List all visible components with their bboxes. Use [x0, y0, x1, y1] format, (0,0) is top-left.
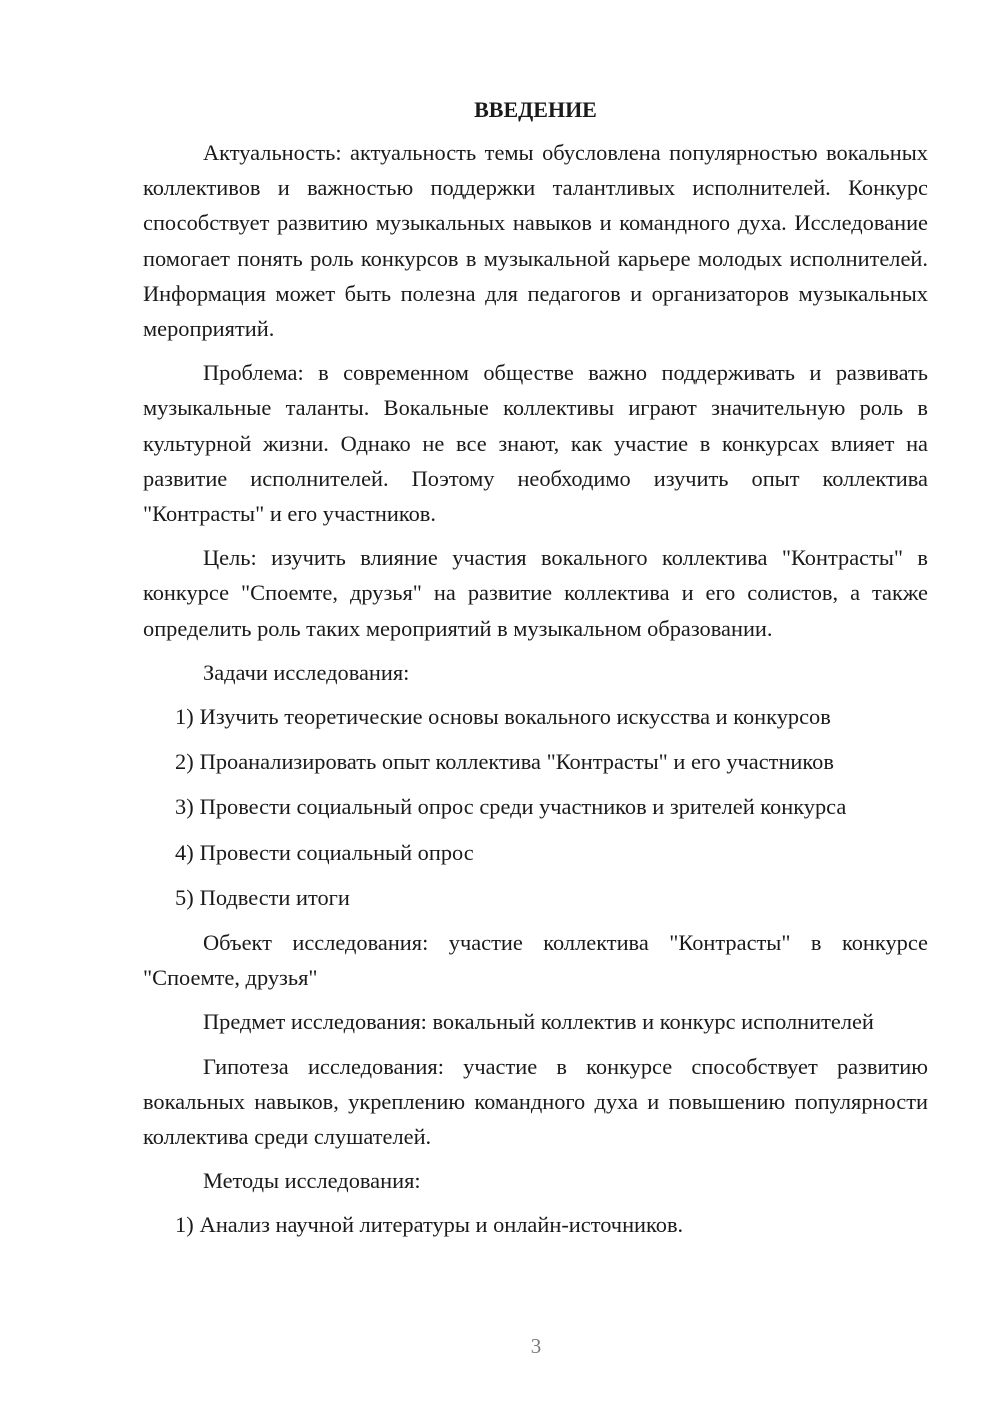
list-item-text: Провести социальный опрос среди участников и зрителей конкурса	[199, 794, 847, 820]
list-item-number: 4)	[175, 839, 194, 865]
list-item	[143, 1207, 928, 1242]
object-paragraph: Объект исследования: участие коллектива "Контрасты" в конкурсе "Споемте, друзья"	[143, 930, 928, 991]
list-item-text: Проанализировать опыт коллектива "Контрасты" и его участников	[199, 749, 834, 775]
list-item-text: Подвести итоги	[199, 884, 350, 910]
list-item-text: Изучить теоретические основы вокального искусства и конкурсов	[199, 704, 831, 730]
goal-paragraph: Цель: изучить влияние участия вокального коллектива "Контрасты" в конкурсе "Споемте, друзья" на развитие коллектива и его солистов, а также определить роль таких мероприятий в музыкальном образовании.	[143, 545, 928, 641]
page-number: 3	[530, 1334, 542, 1358]
list-item-text: Анализ научной литературы и онлайн-источников.	[199, 1212, 684, 1238]
methods-heading: Методы исследования:	[203, 1168, 421, 1194]
hypothesis-paragraph: Гипотеза исследования: участие в конкурсе способствует развитию вокальных навыков, укреплению командного духа и повышению популярности коллектива среди слушателей.	[143, 1053, 928, 1150]
list-item-text: Провести социальный опрос	[199, 839, 474, 865]
tasks-list	[143, 699, 928, 915]
tasks-heading: Задачи исследования:	[203, 659, 410, 685]
list-item	[143, 880, 928, 915]
document-page	[143, 96, 928, 1253]
relevance-paragraph: Актуальность: актуальность темы обусловлена популярностью вокальных коллективов и важностью поддержки талантливых исполнителей. Конкурс способствует развитию музыкальных навыков и командного духа. Исследование помогает понять роль конкурсов в музыкальной карьере молодых исполнителей. Информация может быть полезна для педагогов и организаторов музыкальных мероприятий.	[143, 140, 928, 342]
list-item-number: 3)	[175, 794, 194, 820]
problem-paragraph: Проблема: в современном обществе важно поддерживать и развивать музыкальные таланты. Вокальные коллективы играют значительную роль в культурной жизни. Однако не все знают, как участие в конкурсах влияет на развитие исполнителей. Поэтому необходимо изучить опыт коллектива "Контрасты" и его участников.	[143, 360, 928, 527]
list-item-number: 1)	[175, 1212, 194, 1238]
list-item	[143, 789, 928, 824]
list-item	[143, 744, 928, 779]
subject-paragraph: Предмет исследования: вокальный коллектив и конкурс исполнителей	[203, 1009, 874, 1035]
list-item-number: 5)	[175, 884, 194, 910]
methods-list	[143, 1207, 928, 1242]
list-item-number: 2)	[175, 749, 194, 775]
list-item	[143, 835, 928, 870]
list-item-number: 1)	[175, 704, 194, 730]
list-item	[143, 699, 928, 734]
page-title: ВВЕДЕНИЕ	[474, 97, 597, 122]
